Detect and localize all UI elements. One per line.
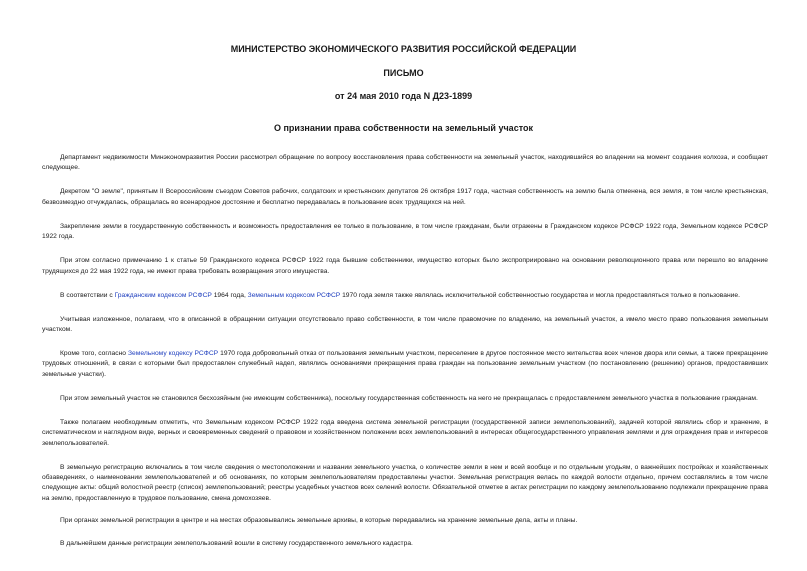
- paragraph-5-text-3: 1970 года земля также являлась исключительной собственностью государства и могла предоставляться только в пользование.: [340, 291, 740, 299]
- document-subject: О признании права собственности на земельный участок: [273, 123, 533, 133]
- paragraph-3: Закрепление земли в государственную собственность и возможность предоставления ее только в пользование, в том числе гражданам, были отражены в Гражданском кодексе РСФСР 1922 года, Земельном кодексе РСФСР 1922 года.: [42, 222, 768, 241]
- document-type: ПИСЬМО: [383, 68, 424, 78]
- paragraph-2: Декретом "О земле", принятым II Всероссийским съездом Советов рабочих, солдатских и крестьянских депутатов 26 октября 1917 года, частная собственность на землю была отменена, вся земля, в том числе крестьянская, безвозмездно отчуждалась, обращалась во всенародное достояние и бесплатно передавалась в пользование всех трудящихся на ней.: [42, 188, 768, 206]
- document-date-number: от 24 мая 2010 года N Д23-1899: [334, 91, 473, 101]
- paragraph-5-text-1: В соответствии с: [60, 291, 115, 299]
- issuer-title: МИНИСТЕРСТВО ЭКОНОМИЧЕСКОГО РАЗВИТИЯ РОССИЙСКОЙ ФЕДЕРАЦИИ: [230, 44, 577, 54]
- paragraph-1: Департамент недвижимости Минэкономразвития России рассмотрел обращение по вопросу восстановления права собственности на земельный участок, находившийся во владении на момент создания колхоза, и сообщает следующее.: [42, 154, 768, 172]
- paragraph-8: При этом земельный участок не становился бесхозяйным (не имеющим собственника), поскольку государственная собственность на него не прекращалась с предоставлением земельного участка в пользование гражданам.: [60, 394, 758, 402]
- paragraph-12: В дальнейшем данные регистрации землепользований вошли в систему государственного земельного кадастра.: [60, 540, 413, 548]
- document-body: [42, 153, 768, 563]
- paragraph-7-text-2: 1970 года добровольный отказ от пользования земельным участком, переселение в другое постоянное место жительства всех членов двора или семьи, а также прекращение трудовых отношений, в связи с которыми был предоставлен служебный надел, являлись основаниями прекращения права граждан на пользование земельным участком (по постановлению (решению) органов, предоставивших земельные участки).: [42, 350, 769, 378]
- paragraph-11: При органах земельной регистрации в центре и на местах образовывались земельные архивы, в которые передавались на хранение земельные дела, акты и планы.: [60, 517, 578, 525]
- paragraph-4: При этом согласно примечанию 1 к статье 59 Гражданского кодекса РСФСР 1922 года бывшие собственники, имущество которых было экспроприировано на основании революционного права или перешло во владение трудящихся до 22 мая 1922 года, не имеют права требовать возвращения этого имущества.: [42, 257, 768, 275]
- civil-code-1964-link[interactable]: Гражданским кодексом РСФСР: [114, 291, 212, 299]
- land-code-link[interactable]: Земельному кодексу РСФСР: [128, 350, 219, 358]
- paragraph-5-text-2: 1964 года,: [211, 291, 248, 299]
- paragraph-6: Учитывая изложенное, полагаем, что в описанной в обращении ситуации отсутствовало право собственности, в том числе правомочие по владению, на земельный участок, а имело место право пользования земельным участком.: [42, 315, 768, 334]
- paragraph-7-text-1: Кроме того, согласно: [60, 350, 129, 358]
- paragraph-10: В земельную регистрацию включались в том числе сведения о местоположении и названии земельного участка, о количестве земли в нем и всей вообще и по отдельным угодьям, о важнейших постройках и хозяйственных обзаведениях, о наименовании землепользователей и об основаниях, по которым землепользователям предоставлены участки. Земельная регистрация велась по каждой волости отдельно, причем составлялись в том числе следующие акты: общий волостной реестр (список) землепользований; реестры усадебных участков всех селений волости. Обязательной отметке в актах регистрации по каждому землепользованию подлежали прекращение права на землю, предоставленную в трудовое пользование, смена домохозяев.: [42, 463, 768, 502]
- paragraph-7: [42, 349, 768, 380]
- land-code-1970-link[interactable]: Земельным кодексом РСФСР: [247, 291, 341, 299]
- paragraph-5: [42, 291, 768, 301]
- paragraph-9: Также полагаем необходимым отметить, что Земельным кодексом РСФСР 1922 года введена система земельной регистрации (государственной записи землепользований), задачей которой являлись сбор и хранение, в систематическом и наглядном виде, верных и своевременных сведений о правовом и хозяйственном положении всех землепользований в интересах общегосударственного управления землями и для ограждения прав и интересов землепользователей.: [42, 418, 768, 447]
